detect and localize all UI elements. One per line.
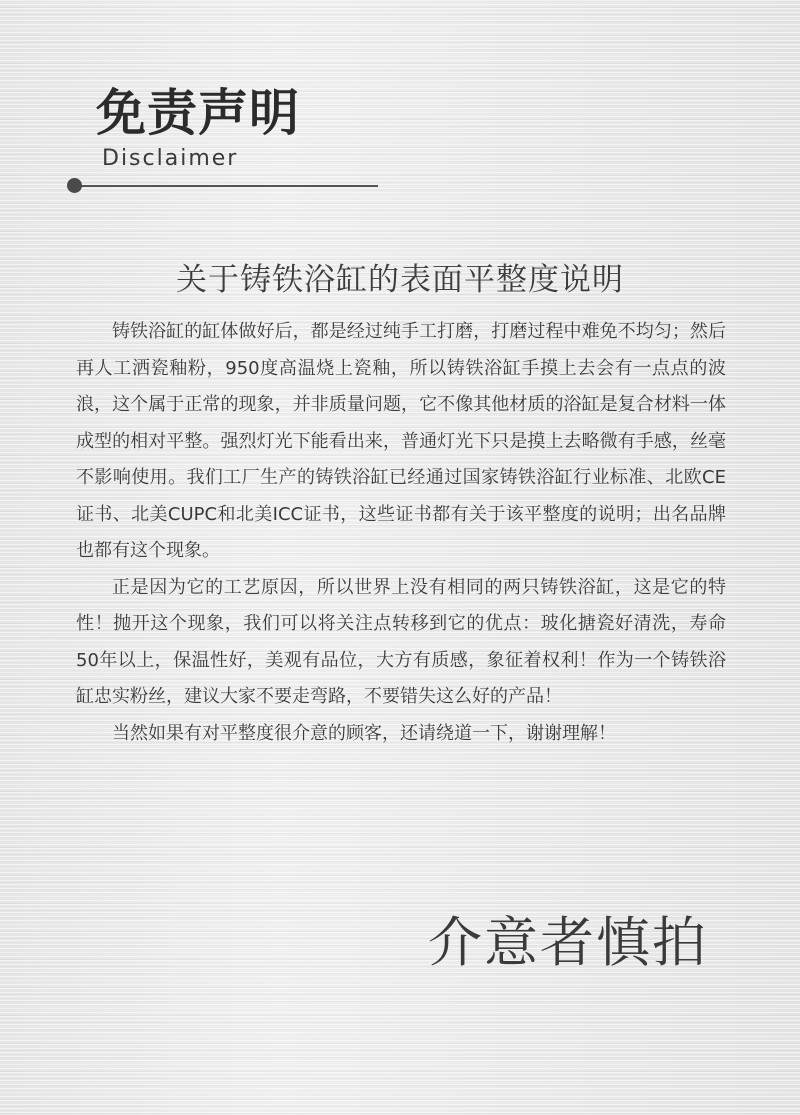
paragraph-surface-finish: 铸铁浴缸的缸体做好后，都是经过纯手工打磨，打磨过程中难免不均匀；然后再人工洒瓷釉粉，950度高温烧上瓷釉，所以铸铁浴缸手摸上去会有一点点的波浪，这个属于正常的现象，并非质量问题，它不像其他材质的浴缸是复合材料一体成型的相对平整。强烈灯光下能看出来，普通灯光下只是摸上去略微有手感，丝毫不影响使用。我们工厂生产的铸铁浴缸已经通过国家铸铁浴缸行业标准、北欧CE证书、北美CUPC和北美ICC证书，这些证书都有关于该平整度的说明；出名品牌也都有这个现象。 bbox=[76, 321, 726, 561]
disclaimer-subtitle: Disclaimer bbox=[102, 146, 239, 171]
header-divider bbox=[74, 185, 378, 187]
header-divider-dot bbox=[67, 178, 82, 193]
closing-warning: 介意者慎拍 bbox=[428, 911, 708, 974]
document-heading: 关于铸铁浴缸的表面平整度说明 bbox=[176, 262, 624, 298]
disclaimer-title: 免责声明 bbox=[96, 84, 300, 142]
paragraph-advantages: 正是因为它的工艺原因，所以世界上没有相同的两只铸铁浴缸，这是它的特性！抛开这个现象，我们可以将关注点转移到它的优点：玻化搪瓷好清洗，寿命50年以上，保温性好，美观有品位，大方有质感，象征着权利！作为一个铸铁浴缸忠实粉丝，建议大家不要走弯路，不要错失这么好的产品！ bbox=[76, 576, 726, 707]
body-text bbox=[76, 314, 726, 752]
paragraph-notice: 当然如果有对平整度很介意的顾客，还请绕道一下，谢谢理解！ bbox=[112, 722, 616, 744]
